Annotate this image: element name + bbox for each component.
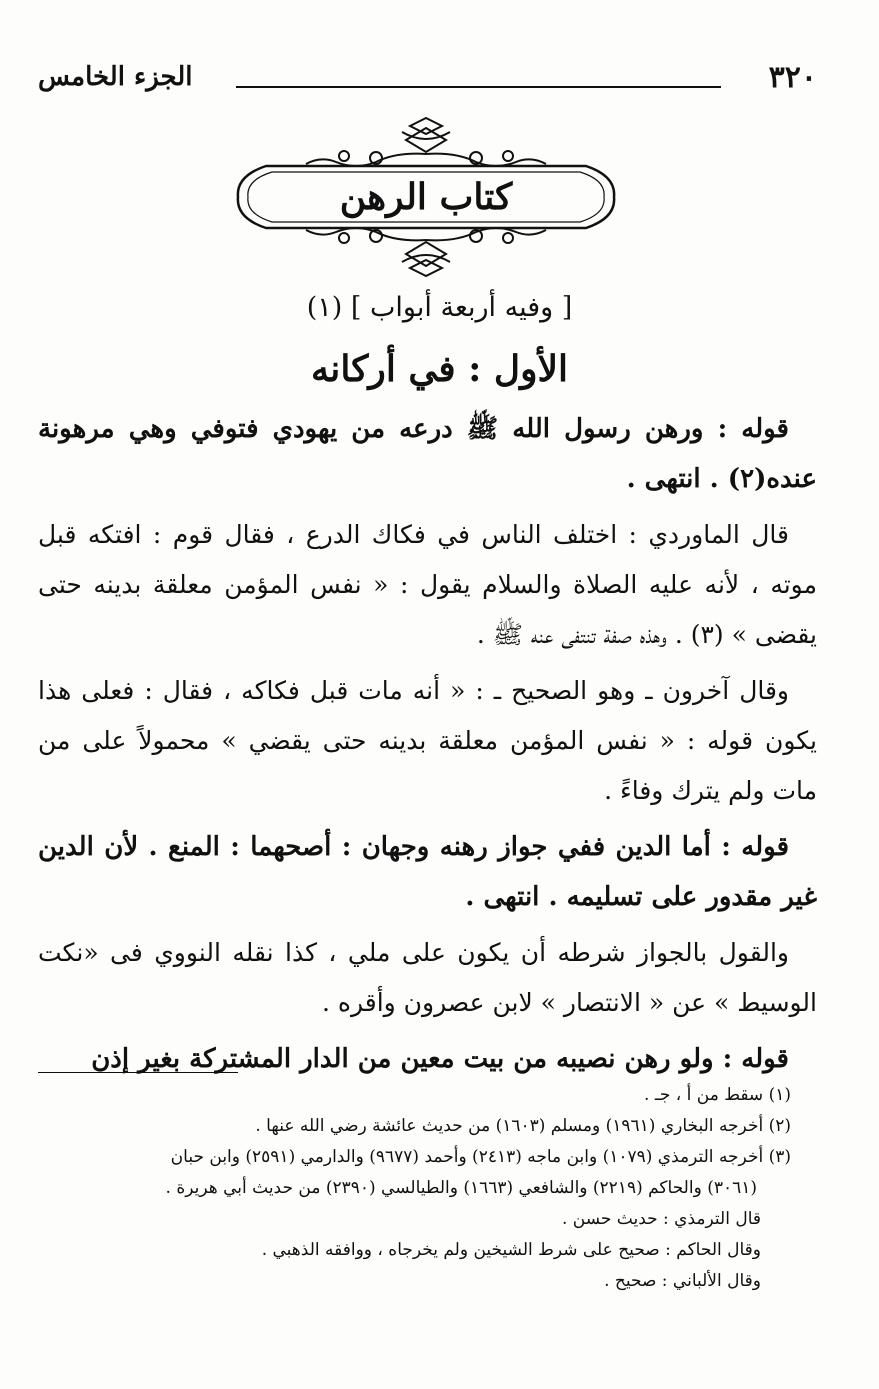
running-head: الجزء الخامس [38,62,193,92]
footnote-3-albani: وقال الألباني : صحيح . [604,1271,761,1291]
section-heading: الأول : في أركانه [311,348,568,390]
footnote-3: (٣) أخرجه الترمذي (١٠٧٩) وابن ماجه (٢٤١٣) وأحمد (٩٦٧٧) والدارمي (٢٥٩١) وابن حبان [170,1147,791,1167]
body-paragraph-2 [38,510,817,660]
footnotes [38,1080,791,1297]
main-text [38,404,817,1090]
body-paragraph-3 [38,666,817,816]
footnote-2: (٢) أخرجه البخاري (١٩٦١) ومسلم (١٦٠٣) من حديث عائشة رضي الله عنها . [255,1116,791,1136]
body-paragraph-5-text: والقول بالجواز شرطه أن يكون على ملي ، كذا نقله النووي فى «نكت الوسيط » عن « الانتصار » لابن عصرون وأقره . [38,938,817,1017]
chapters-note: [ وفيه أربعة أبواب ] (١) [306,292,573,323]
footnote-3-continued: (٣٠٦١) والحاكم (٢٢١٩) والشافعي (١٦٦٣) والطيالسي (٢٣٩٠) من حديث أبي هريرة . [165,1178,757,1198]
footnote-3-tirmidhi: قال الترمذي : حديث حسن . [561,1209,761,1229]
footnote-1: (١) سقط من أ ، جـ . [644,1085,791,1105]
body-paragraph-6 [38,1034,817,1084]
body-paragraph-3-text: وقال آخرون ـ وهو الصحيح ـ : « أنه مات قبل فكاكه ، فقال : فعلى هذا يكون قوله : « نفس المؤمن معلقة بدينه حتى يقضي » محمولاً على من مات ولم يترك وفاءً . [38,676,817,805]
body-paragraph-1 [38,404,817,504]
body-paragraph-5 [38,928,817,1028]
body-paragraph-6-text: قوله : ولو رهن نصيبه من بيت معين من الدار المشتركة بغير إذن [91,1044,789,1074]
footnote-3-hakim: وقال الحاكم : صحيح على شرط الشيخين ولم يخرجاه ، ووافقه الذهبي . [261,1240,761,1260]
book-title: كتاب الرهن [339,176,513,218]
header-rule [236,86,721,88]
footnote-rule [38,1072,238,1073]
body-paragraph-4 [38,822,817,922]
page-header [38,60,817,104]
body-paragraph-2-text: قال الماوردي : اختلف الناس في فكاك الدرع ، فقال قوم : افتكه قبل موته ، لأنه عليه الصلاة والسلام يقول : « نفس المؤمن معلقة بدينه حتى يقضى » (٣) . وهذه صفة تنتفى عنه ﷺ . [38,520,817,649]
body-paragraph-1-text: قوله : ورهن رسول الله ﷺ درعه من يهودي فتوفي وهي مرهونة عنده(٢) . انتهى . [38,414,817,494]
page-number: ٣٢٠ [768,60,817,95]
body-paragraph-4-text: قوله : أما الدين ففي جواز رهنه وجهان : أصحهما : المنع . لأن الدين غير مقدور على تسليمه . انتهى . [38,832,817,912]
